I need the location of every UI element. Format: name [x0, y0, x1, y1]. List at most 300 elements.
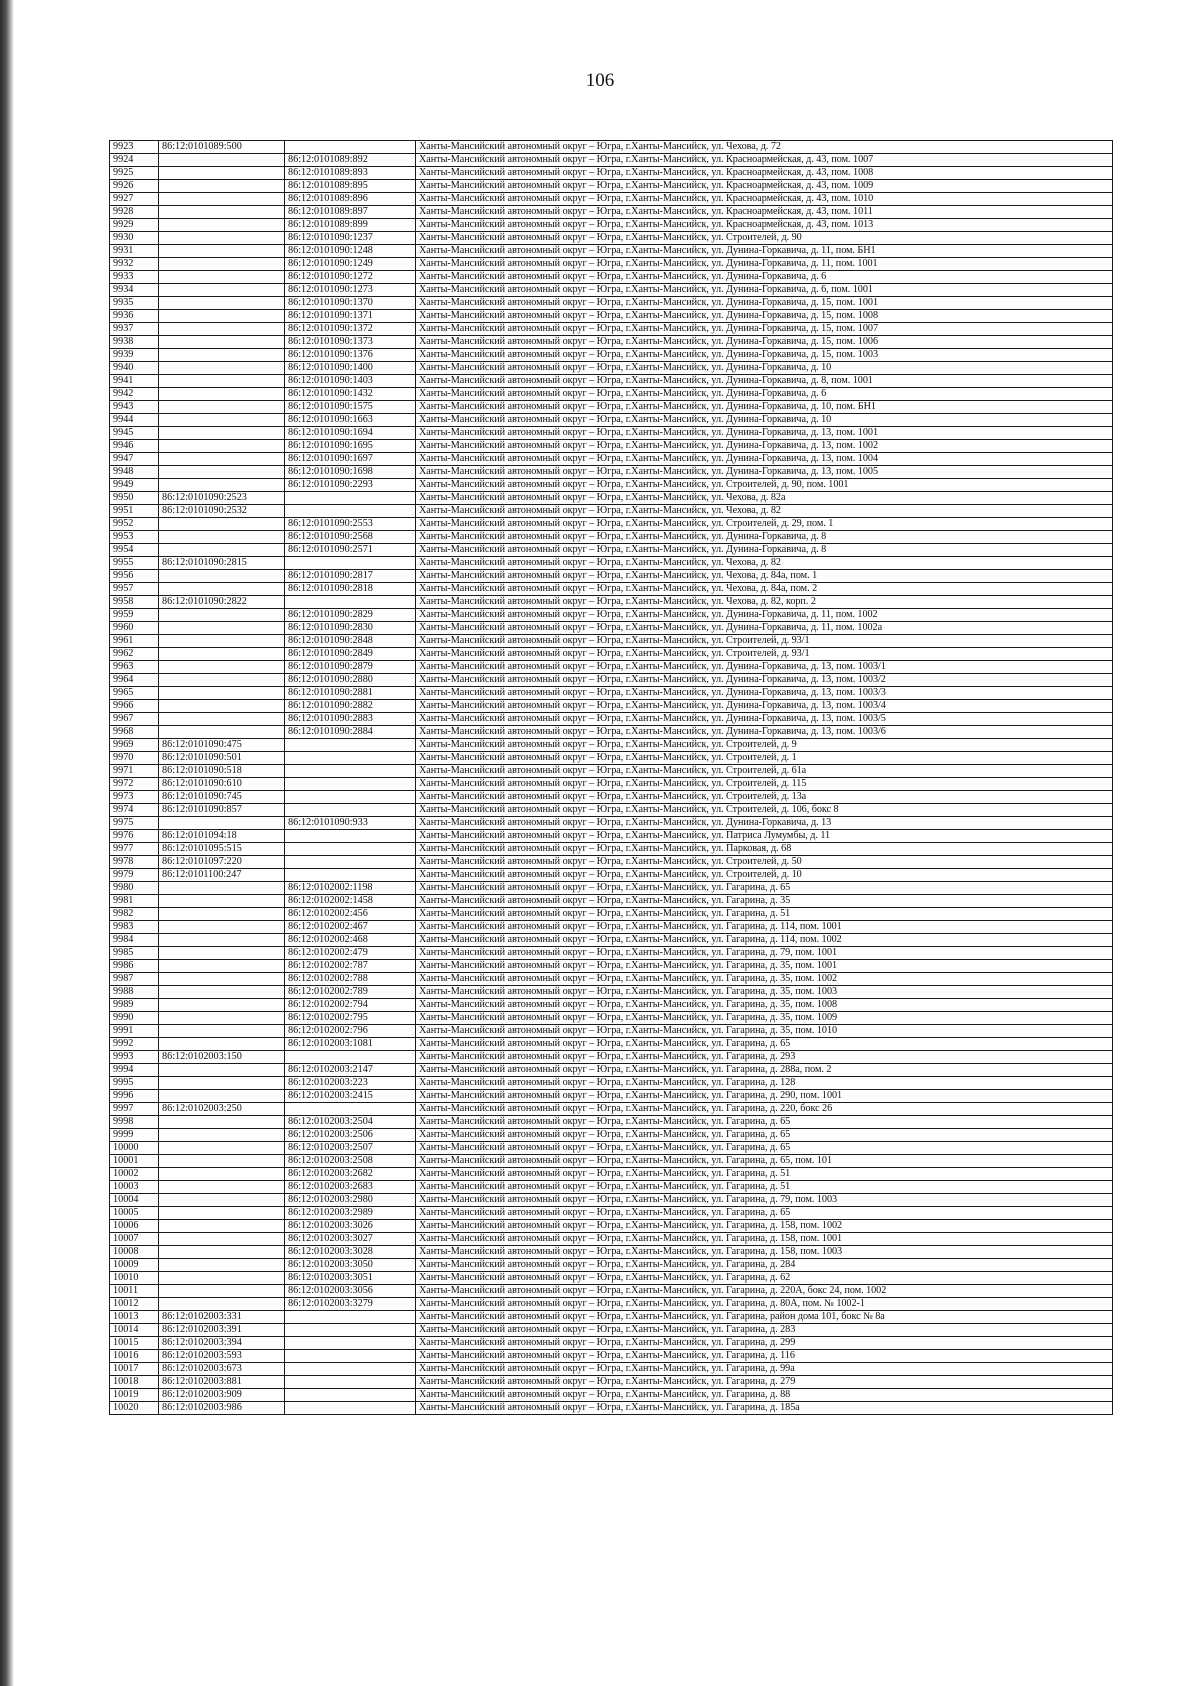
- object-address: Ханты-Мансийский автономный округ – Югра, г.Ханты-Мансийск, ул. Гагарина, район дома 101, бокс № 8а: [416, 1311, 1113, 1324]
- row-number: 9960: [110, 622, 159, 635]
- cadastral-number-building: [159, 375, 285, 388]
- cadastral-number-premises: [285, 791, 416, 804]
- object-address: Ханты-Мансийский автономный округ – Югра, г.Ханты-Мансийск, ул. Гагарина, д. 220, бокс 26: [416, 1103, 1113, 1116]
- table-row: [110, 817, 1113, 830]
- table-row: [110, 492, 1113, 505]
- row-number: 10016: [110, 1350, 159, 1363]
- table-row: [110, 1363, 1113, 1376]
- cadastral-number-premises: 86:12:0102002:468: [285, 934, 416, 947]
- table-row: [110, 1116, 1113, 1129]
- row-number: 9947: [110, 453, 159, 466]
- cadastral-number-building: [159, 960, 285, 973]
- cadastral-number-building: [159, 1285, 285, 1298]
- cadastral-number-building: [159, 1025, 285, 1038]
- table-row: [110, 518, 1113, 531]
- row-number: 10018: [110, 1376, 159, 1389]
- object-address: Ханты-Мансийский автономный округ – Югра, г.Ханты-Мансийск, ул. Гагарина, д. 35, пом. 1003: [416, 986, 1113, 999]
- object-address: Ханты-Мансийский автономный округ – Югра, г.Ханты-Мансийск, ул. Гагарина, д. 128: [416, 1077, 1113, 1090]
- object-address: Ханты-Мансийский автономный округ – Югра, г.Ханты-Мансийск, ул. Гагарина, д. 185а: [416, 1402, 1113, 1415]
- table-row: [110, 1285, 1113, 1298]
- row-number: 9930: [110, 232, 159, 245]
- row-number: 9923: [110, 141, 159, 154]
- cadastral-number-building: [159, 1259, 285, 1272]
- object-address: Ханты-Мансийский автономный округ – Югра, г.Ханты-Мансийск, ул. Дунина-Горкавича, д. 13: [416, 817, 1113, 830]
- table-row: [110, 1311, 1113, 1324]
- row-number: 9981: [110, 895, 159, 908]
- table-row: [110, 1324, 1113, 1337]
- table-row: [110, 1220, 1113, 1233]
- cadastral-number-building: [159, 713, 285, 726]
- cadastral-number-building: 86:12:0101090:2815: [159, 557, 285, 570]
- cadastral-number-building: [159, 544, 285, 557]
- cadastral-number-premises: [285, 557, 416, 570]
- row-number: 9972: [110, 778, 159, 791]
- table-row: [110, 141, 1113, 154]
- row-number: 9969: [110, 739, 159, 752]
- cadastral-number-premises: 86:12:0102002:479: [285, 947, 416, 960]
- cadastral-number-building: 86:12:0102003:909: [159, 1389, 285, 1402]
- object-address: Ханты-Мансийский автономный округ – Югра, г.Ханты-Мансийск, ул. Дунина-Горкавича, д. 13, пом. 1001: [416, 427, 1113, 440]
- table-row: [110, 791, 1113, 804]
- table-row: [110, 947, 1113, 960]
- object-address: Ханты-Мансийский автономный округ – Югра, г.Ханты-Мансийск, ул. Гагарина, д. 158, пом. 1002: [416, 1220, 1113, 1233]
- object-address: Ханты-Мансийский автономный округ – Югра, г.Ханты-Мансийск, ул. Строителей, д. 93/1: [416, 635, 1113, 648]
- cadastral-number-building: [159, 908, 285, 921]
- object-address: Ханты-Мансийский автономный округ – Югра, г.Ханты-Мансийск, ул. Дунина-Горкавича, д. 8: [416, 531, 1113, 544]
- cadastral-number-premises: 86:12:0102002:788: [285, 973, 416, 986]
- cadastral-number-premises: [285, 596, 416, 609]
- object-address: Ханты-Мансийский автономный округ – Югра, г.Ханты-Мансийск, ул. Гагарина, д. 35, пом. 1010: [416, 1025, 1113, 1038]
- row-number: 9975: [110, 817, 159, 830]
- row-number: 9937: [110, 323, 159, 336]
- table-row: [110, 882, 1113, 895]
- cadastral-number-building: [159, 1246, 285, 1259]
- object-address: Ханты-Мансийский автономный округ – Югра, г.Ханты-Мансийск, ул. Дунина-Горкавича, д. 13, пом. 1002: [416, 440, 1113, 453]
- object-address: Ханты-Мансийский автономный округ – Югра, г.Ханты-Мансийск, ул. Дунина-Горкавича, д. 11, пом. 1001: [416, 258, 1113, 271]
- row-number: 9993: [110, 1051, 159, 1064]
- cadastral-number-building: [159, 1272, 285, 1285]
- row-number: 9989: [110, 999, 159, 1012]
- cadastral-number-premises: 86:12:0102002:467: [285, 921, 416, 934]
- registry-body: [110, 141, 1113, 1415]
- cadastral-number-premises: [285, 869, 416, 882]
- table-row: [110, 648, 1113, 661]
- table-row: [110, 414, 1113, 427]
- row-number: 9951: [110, 505, 159, 518]
- row-number: 9996: [110, 1090, 159, 1103]
- cadastral-number-building: [159, 284, 285, 297]
- table-row: [110, 323, 1113, 336]
- object-address: Ханты-Мансийский автономный округ – Югра, г.Ханты-Мансийск, ул. Гагарина, д. 35: [416, 895, 1113, 908]
- cadastral-number-premises: 86:12:0101090:2849: [285, 648, 416, 661]
- table-row: [110, 674, 1113, 687]
- cadastral-number-building: [159, 245, 285, 258]
- object-address: Ханты-Мансийский автономный округ – Югра, г.Ханты-Мансийск, ул. Чехова, д. 82: [416, 505, 1113, 518]
- table-row: [110, 908, 1113, 921]
- row-number: 9941: [110, 375, 159, 388]
- table-row: [110, 830, 1113, 843]
- cadastral-number-premises: 86:12:0101090:1249: [285, 258, 416, 271]
- table-row: [110, 583, 1113, 596]
- cadastral-number-building: [159, 232, 285, 245]
- cadastral-number-premises: 86:12:0102003:3028: [285, 1246, 416, 1259]
- row-number: 9943: [110, 401, 159, 414]
- cadastral-number-premises: 86:12:0102003:3027: [285, 1233, 416, 1246]
- row-number: 9933: [110, 271, 159, 284]
- cadastral-number-building: 86:12:0102003:331: [159, 1311, 285, 1324]
- object-address: Ханты-Мансийский автономный округ – Югра, г.Ханты-Мансийск, ул. Дунина-Горкавича, д. 10, пом. БН1: [416, 401, 1113, 414]
- object-address: Ханты-Мансийский автономный округ – Югра, г.Ханты-Мансийск, ул. Гагарина, д. 51: [416, 1181, 1113, 1194]
- cadastral-number-building: [159, 674, 285, 687]
- object-address: Ханты-Мансийский автономный округ – Югра, г.Ханты-Мансийск, ул. Дунина-Горкавича, д. 13, пом. 1003/6: [416, 726, 1113, 739]
- cadastral-number-premises: 86:12:0101090:1370: [285, 297, 416, 310]
- table-row: [110, 921, 1113, 934]
- table-row: [110, 700, 1113, 713]
- row-number: 9973: [110, 791, 159, 804]
- row-number: 10014: [110, 1324, 159, 1337]
- cadastral-number-building: [159, 440, 285, 453]
- cadastral-number-premises: [285, 492, 416, 505]
- row-number: 9944: [110, 414, 159, 427]
- table-row: [110, 1376, 1113, 1389]
- table-row: [110, 1298, 1113, 1311]
- cadastral-number-building: [159, 401, 285, 414]
- row-number: 10017: [110, 1363, 159, 1376]
- cadastral-number-building: [159, 1116, 285, 1129]
- row-number: 9932: [110, 258, 159, 271]
- row-number: 9983: [110, 921, 159, 934]
- object-address: Ханты-Мансийский автономный округ – Югра, г.Ханты-Мансийск, ул. Строителей, д. 61а: [416, 765, 1113, 778]
- row-number: 9976: [110, 830, 159, 843]
- cadastral-number-building: [159, 362, 285, 375]
- cadastral-number-building: [159, 973, 285, 986]
- object-address: Ханты-Мансийский автономный округ – Югра, г.Ханты-Мансийск, ул. Гагарина, д. 65: [416, 1142, 1113, 1155]
- cadastral-number-premises: 86:12:0102002:456: [285, 908, 416, 921]
- table-row: [110, 687, 1113, 700]
- table-row: [110, 999, 1113, 1012]
- cadastral-number-premises: [285, 1103, 416, 1116]
- cadastral-number-premises: 86:12:0101090:1237: [285, 232, 416, 245]
- object-address: Ханты-Мансийский автономный округ – Югра, г.Ханты-Мансийск, ул. Строителей, д. 90: [416, 232, 1113, 245]
- table-row: [110, 1207, 1113, 1220]
- object-address: Ханты-Мансийский автономный округ – Югра, г.Ханты-Мансийск, ул. Красноармейская, д. 43, пом. 1008: [416, 167, 1113, 180]
- object-address: Ханты-Мансийский автономный округ – Югра, г.Ханты-Мансийск, ул. Гагарина, д. 279: [416, 1376, 1113, 1389]
- row-number: 10003: [110, 1181, 159, 1194]
- page-number: 106: [585, 70, 615, 91]
- object-address: Ханты-Мансийский автономный округ – Югра, г.Ханты-Мансийск, ул. Дунина-Горкавича, д. 13, пом. 1003/5: [416, 713, 1113, 726]
- table-row: [110, 973, 1113, 986]
- cadastral-number-premises: 86:12:0101090:2881: [285, 687, 416, 700]
- cadastral-number-premises: [285, 843, 416, 856]
- row-number: 9987: [110, 973, 159, 986]
- object-address: Ханты-Мансийский автономный округ – Югра, г.Ханты-Мансийск, ул. Строителей, д. 93/1: [416, 648, 1113, 661]
- cadastral-number-building: [159, 1142, 285, 1155]
- object-address: Ханты-Мансийский автономный округ – Югра, г.Ханты-Мансийск, ул. Гагарина, д. 288а, пом. 2: [416, 1064, 1113, 1077]
- row-number: 9925: [110, 167, 159, 180]
- cadastral-number-premises: 86:12:0101089:899: [285, 219, 416, 232]
- cadastral-number-building: [159, 1233, 285, 1246]
- cadastral-number-premises: 86:12:0102003:3050: [285, 1259, 416, 1272]
- object-address: Ханты-Мансийский автономный округ – Югра, г.Ханты-Мансийск, ул. Дунина-Горкавича, д. 6: [416, 388, 1113, 401]
- cadastral-number-building: [159, 1012, 285, 1025]
- row-number: 9970: [110, 752, 159, 765]
- row-number: 9961: [110, 635, 159, 648]
- cadastral-number-building: [159, 206, 285, 219]
- table-row: [110, 1350, 1113, 1363]
- object-address: Ханты-Мансийский автономный округ – Югра, г.Ханты-Мансийск, ул. Гагарина, д. 51: [416, 1168, 1113, 1181]
- cadastral-number-premises: [285, 1363, 416, 1376]
- cadastral-number-premises: 86:12:0101090:1432: [285, 388, 416, 401]
- cadastral-number-building: [159, 986, 285, 999]
- cadastral-number-building: [159, 726, 285, 739]
- cadastral-number-premises: 86:12:0101090:1371: [285, 310, 416, 323]
- object-address: Ханты-Мансийский автономный округ – Югра, г.Ханты-Мансийск, ул. Дунина-Горкавича, д. 13, пом. 1003/2: [416, 674, 1113, 687]
- table-row: [110, 1389, 1113, 1402]
- scan-edge-shadow: [0, 0, 14, 1686]
- object-address: Ханты-Мансийский автономный округ – Югра, г.Ханты-Мансийск, ул. Гагарина, д. 158, пом. 1001: [416, 1233, 1113, 1246]
- table-row: [110, 557, 1113, 570]
- row-number: 10000: [110, 1142, 159, 1155]
- cadastral-number-premises: 86:12:0102003:2989: [285, 1207, 416, 1220]
- row-number: 9977: [110, 843, 159, 856]
- table-row: [110, 1402, 1113, 1415]
- row-number: 10007: [110, 1233, 159, 1246]
- object-address: Ханты-Мансийский автономный округ – Югра, г.Ханты-Мансийск, ул. Дунина-Горкавича, д. 10: [416, 362, 1113, 375]
- object-address: Ханты-Мансийский автономный округ – Югра, г.Ханты-Мансийск, ул. Гагарина, д. 299: [416, 1337, 1113, 1350]
- row-number: 10012: [110, 1298, 159, 1311]
- row-number: 9942: [110, 388, 159, 401]
- object-address: Ханты-Мансийский автономный округ – Югра, г.Ханты-Мансийск, ул. Строителей, д. 13а: [416, 791, 1113, 804]
- table-row: [110, 375, 1113, 388]
- table-row: [110, 1090, 1113, 1103]
- object-address: Ханты-Мансийский автономный округ – Югра, г.Ханты-Мансийск, ул. Гагарина, д. 35, пом. 1001: [416, 960, 1113, 973]
- row-number: 10019: [110, 1389, 159, 1402]
- row-number: 10001: [110, 1155, 159, 1168]
- cadastral-number-premises: 86:12:0101089:897: [285, 206, 416, 219]
- cadastral-number-building: 86:12:0101090:2523: [159, 492, 285, 505]
- cadastral-number-building: [159, 1155, 285, 1168]
- cadastral-number-building: [159, 414, 285, 427]
- row-number: 9949: [110, 479, 159, 492]
- row-number: 9979: [110, 869, 159, 882]
- object-address: Ханты-Мансийский автономный округ – Югра, г.Ханты-Мансийск, ул. Гагарина, д. 65: [416, 1129, 1113, 1142]
- table-row: [110, 297, 1113, 310]
- cadastral-number-building: [159, 531, 285, 544]
- row-number: 9939: [110, 349, 159, 362]
- cadastral-number-building: [159, 1077, 285, 1090]
- table-row: [110, 752, 1113, 765]
- cadastral-number-premises: 86:12:0101090:1272: [285, 271, 416, 284]
- table-row: [110, 739, 1113, 752]
- cadastral-number-premises: [285, 1350, 416, 1363]
- table-row: [110, 427, 1113, 440]
- cadastral-number-building: [159, 1298, 285, 1311]
- row-number: 10011: [110, 1285, 159, 1298]
- cadastral-number-premises: 86:12:0102003:3279: [285, 1298, 416, 1311]
- row-number: 10009: [110, 1259, 159, 1272]
- object-address: Ханты-Мансийский автономный округ – Югра, г.Ханты-Мансийск, ул. Гагарина, д. 62: [416, 1272, 1113, 1285]
- cadastral-number-premises: [285, 856, 416, 869]
- cadastral-number-building: [159, 1038, 285, 1051]
- cadastral-number-building: 86:12:0101090:2822: [159, 596, 285, 609]
- cadastral-number-premises: 86:12:0102003:2507: [285, 1142, 416, 1155]
- cadastral-number-building: [159, 921, 285, 934]
- row-number: 9924: [110, 154, 159, 167]
- table-row: [110, 960, 1113, 973]
- object-address: Ханты-Мансийский автономный округ – Югра, г.Ханты-Мансийск, ул. Дунина-Горкавича, д. 15, пом. 1003: [416, 349, 1113, 362]
- table-row: [110, 635, 1113, 648]
- cadastral-number-premises: 86:12:0101090:1663: [285, 414, 416, 427]
- table-row: [110, 1181, 1113, 1194]
- table-row: [110, 765, 1113, 778]
- cadastral-number-premises: 86:12:0102003:1081: [285, 1038, 416, 1051]
- cadastral-number-premises: 86:12:0101090:1400: [285, 362, 416, 375]
- row-number: 9929: [110, 219, 159, 232]
- row-number: 9990: [110, 1012, 159, 1025]
- cadastral-number-premises: 86:12:0101090:1273: [285, 284, 416, 297]
- object-address: Ханты-Мансийский автономный округ – Югра, г.Ханты-Мансийск, ул. Гагарина, д. 35, пом. 1002: [416, 973, 1113, 986]
- row-number: 10008: [110, 1246, 159, 1259]
- row-number: 9927: [110, 193, 159, 206]
- table-row: [110, 1051, 1113, 1064]
- object-address: Ханты-Мансийский автономный округ – Югра, г.Ханты-Мансийск, ул. Гагарина, д. 158, пом. 1003: [416, 1246, 1113, 1259]
- cadastral-number-premises: 86:12:0101090:1372: [285, 323, 416, 336]
- table-row: [110, 180, 1113, 193]
- cadastral-number-building: [159, 310, 285, 323]
- table-row: [110, 1077, 1113, 1090]
- table-row: [110, 843, 1113, 856]
- cadastral-number-premises: 86:12:0102003:2980: [285, 1194, 416, 1207]
- table-row: [110, 167, 1113, 180]
- table-row: [110, 661, 1113, 674]
- cadastral-number-building: 86:12:0101097:220: [159, 856, 285, 869]
- row-number: 9948: [110, 466, 159, 479]
- cadastral-number-premises: [285, 1051, 416, 1064]
- row-number: 9945: [110, 427, 159, 440]
- table-row: [110, 869, 1113, 882]
- table-row: [110, 466, 1113, 479]
- cadastral-number-building: [159, 648, 285, 661]
- table-row: [110, 1246, 1113, 1259]
- cadastral-number-building: [159, 999, 285, 1012]
- row-number: 9931: [110, 245, 159, 258]
- object-address: Ханты-Мансийский автономный округ – Югра, г.Ханты-Мансийск, ул. Гагарина, д. 51: [416, 908, 1113, 921]
- cadastral-number-premises: 86:12:0101090:1575: [285, 401, 416, 414]
- row-number: 9974: [110, 804, 159, 817]
- row-number: 9957: [110, 583, 159, 596]
- cadastral-number-building: [159, 427, 285, 440]
- cadastral-number-building: [159, 336, 285, 349]
- row-number: 9946: [110, 440, 159, 453]
- cadastral-number-premises: 86:12:0102003:2504: [285, 1116, 416, 1129]
- cadastral-number-building: [159, 1064, 285, 1077]
- cadastral-number-premises: 86:12:0101089:896: [285, 193, 416, 206]
- row-number: 9965: [110, 687, 159, 700]
- table-row: [110, 349, 1113, 362]
- cadastral-number-premises: 86:12:0101090:2884: [285, 726, 416, 739]
- row-number: 10005: [110, 1207, 159, 1220]
- object-address: Ханты-Мансийский автономный округ – Югра, г.Ханты-Мансийск, ул. Красноармейская, д. 43, пом. 1013: [416, 219, 1113, 232]
- row-number: 9967: [110, 713, 159, 726]
- object-address: Ханты-Мансийский автономный округ – Югра, г.Ханты-Мансийск, ул. Дунина-Горкавича, д. 10: [416, 414, 1113, 427]
- cadastral-number-premises: [285, 1376, 416, 1389]
- table-row: [110, 479, 1113, 492]
- row-number: 9968: [110, 726, 159, 739]
- row-number: 9955: [110, 557, 159, 570]
- cadastral-number-premises: 86:12:0101090:2883: [285, 713, 416, 726]
- row-number: 9986: [110, 960, 159, 973]
- row-number: 9950: [110, 492, 159, 505]
- cadastral-number-building: [159, 453, 285, 466]
- cadastral-number-building: [159, 817, 285, 830]
- row-number: 9984: [110, 934, 159, 947]
- table-row: [110, 622, 1113, 635]
- table-row: [110, 1168, 1113, 1181]
- object-address: Ханты-Мансийский автономный округ – Югра, г.Ханты-Мансийск, ул. Гагарина, д. 220А, бокс 24, пом. 1002: [416, 1285, 1113, 1298]
- row-number: 9985: [110, 947, 159, 960]
- cadastral-number-premises: 86:12:0102003:2506: [285, 1129, 416, 1142]
- cadastral-number-building: [159, 661, 285, 674]
- row-number: 9991: [110, 1025, 159, 1038]
- row-number: 9964: [110, 674, 159, 687]
- cadastral-number-premises: [285, 505, 416, 518]
- object-address: Ханты-Мансийский автономный округ – Югра, г.Ханты-Мансийск, ул. Гагарина, д. 65: [416, 1038, 1113, 1051]
- cadastral-number-building: 86:12:0101090:745: [159, 791, 285, 804]
- object-address: Ханты-Мансийский автономный округ – Югра, г.Ханты-Мансийск, ул. Строителей, д. 50: [416, 856, 1113, 869]
- row-number: 9954: [110, 544, 159, 557]
- cadastral-number-premises: [285, 1402, 416, 1415]
- object-address: Ханты-Мансийский автономный округ – Югра, г.Ханты-Мансийск, ул. Дунина-Горкавича, д. 8: [416, 544, 1113, 557]
- object-address: Ханты-Мансийский автономный округ – Югра, г.Ханты-Мансийск, ул. Гагарина, д. 79, пом. 1001: [416, 947, 1113, 960]
- cadastral-number-building: 86:12:0102003:673: [159, 1363, 285, 1376]
- cadastral-number-building: 86:12:0102003:881: [159, 1376, 285, 1389]
- cadastral-number-building: [159, 1090, 285, 1103]
- cadastral-number-building: 86:12:0102003:394: [159, 1337, 285, 1350]
- cadastral-number-premises: 86:12:0101090:2553: [285, 518, 416, 531]
- cadastral-number-building: [159, 934, 285, 947]
- cadastral-number-premises: 86:12:0101090:2882: [285, 700, 416, 713]
- table-row: [110, 856, 1113, 869]
- cadastral-number-building: [159, 700, 285, 713]
- cadastral-number-premises: 86:12:0101090:2293: [285, 479, 416, 492]
- row-number: 9935: [110, 297, 159, 310]
- object-address: Ханты-Мансийский автономный округ – Югра, г.Ханты-Мансийск, ул. Строителей, д. 106, бокс 8: [416, 804, 1113, 817]
- row-number: 9992: [110, 1038, 159, 1051]
- table-row: [110, 804, 1113, 817]
- cadastral-number-building: [159, 622, 285, 635]
- row-number: 9963: [110, 661, 159, 674]
- row-number: 9958: [110, 596, 159, 609]
- cadastral-number-building: [159, 258, 285, 271]
- row-number: 9962: [110, 648, 159, 661]
- cadastral-number-building: [159, 154, 285, 167]
- cadastral-number-building: 86:12:0101090:475: [159, 739, 285, 752]
- table-row: [110, 440, 1113, 453]
- cadastral-number-building: [159, 518, 285, 531]
- table-row: [110, 362, 1113, 375]
- table-row: [110, 1129, 1113, 1142]
- cadastral-number-building: [159, 882, 285, 895]
- table-row: [110, 1038, 1113, 1051]
- object-address: Ханты-Мансийский автономный округ – Югра, г.Ханты-Мансийск, ул. Строителей, д. 90, пом. 1001: [416, 479, 1113, 492]
- cadastral-number-building: 86:12:0102003:150: [159, 1051, 285, 1064]
- row-number: 9994: [110, 1064, 159, 1077]
- object-address: Ханты-Мансийский автономный округ – Югра, г.Ханты-Мансийск, ул. Строителей, д. 1: [416, 752, 1113, 765]
- cadastral-number-premises: 86:12:0101090:2817: [285, 570, 416, 583]
- row-number: 9982: [110, 908, 159, 921]
- cadastral-number-building: [159, 323, 285, 336]
- cadastral-number-building: [159, 609, 285, 622]
